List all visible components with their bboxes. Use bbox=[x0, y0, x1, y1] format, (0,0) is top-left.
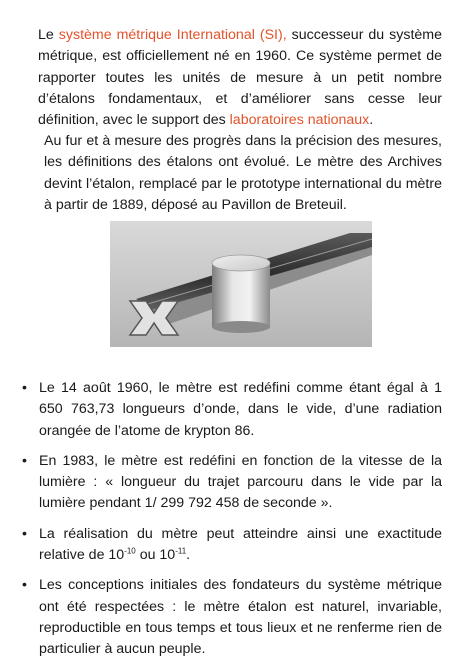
exponent-1: -10 bbox=[124, 546, 136, 556]
bullet-text-1983: En 1983, le mètre est redéfini en fonction de la vitesse de la lumière : « longueur du trajet parcouru dans le vide par la lumière pendant 1/ 299 792 458 de seconde ». bbox=[39, 452, 442, 512]
exponent-2: -11 bbox=[175, 546, 187, 556]
accuracy-text-end: . bbox=[186, 547, 191, 564]
bullet-text-conceptions: Les conceptions initiales des fondateurs du système métrique ont été respectées : le mètre étalon est naturel, invariable, reproductible en tous temps et tous lieux et ne renferme rien de particulier à aucun peuple. bbox=[39, 577, 442, 658]
bullet-icon: • bbox=[22, 452, 27, 469]
bullet-text-accuracy bbox=[39, 526, 442, 563]
intro-paragraph bbox=[38, 25, 442, 131]
accuracy-text-middle: ou 10 bbox=[135, 547, 176, 564]
list-item bbox=[22, 575, 442, 660]
facts-list bbox=[22, 378, 442, 670]
list-item bbox=[22, 378, 442, 442]
list-item bbox=[22, 524, 442, 567]
bullet-icon: • bbox=[22, 380, 27, 396]
intro-text-end: . bbox=[369, 112, 374, 129]
intro-text-middle: successeur du système métrique, est officiellement né en 1960. Ce système permet de rapporter toutes les unités de mesure à un petit nombre d’étalons fondamentaux, et d’améliorer sans cesse leur définition, avec le support des bbox=[38, 27, 443, 129]
accuracy-text-start: La réalisation du mètre peut atteindre ainsi une exactitude relative de 10 bbox=[39, 525, 442, 564]
national-labs-link[interactable]: laboratoires nationaux bbox=[229, 112, 370, 129]
bullet-icon: • bbox=[22, 577, 27, 594]
bullet-text-1960: Le 14 août 1960, le mètre est redéfini comme étant égal à 1 650 763,73 longueurs d’onde, dans le vide, d’une radiation orangée de l’atome de krypton 86. bbox=[39, 380, 442, 439]
list-item bbox=[22, 451, 442, 515]
meter-prototype-photo bbox=[110, 221, 372, 347]
bullet-icon: • bbox=[22, 525, 27, 542]
si-link[interactable]: système métrique International (SI), bbox=[58, 27, 287, 43]
history-paragraph: Au fur et à mesure des progrès dans la précision des mesures, les définitions des étalons ont évolué. Le mètre des Archives devint l’étalon, remplacé par le prototype international du mètre à partir de 1889, déposé au Pavillon de Breteuil. bbox=[44, 133, 442, 213]
intro-text-start: Le bbox=[38, 27, 59, 43]
